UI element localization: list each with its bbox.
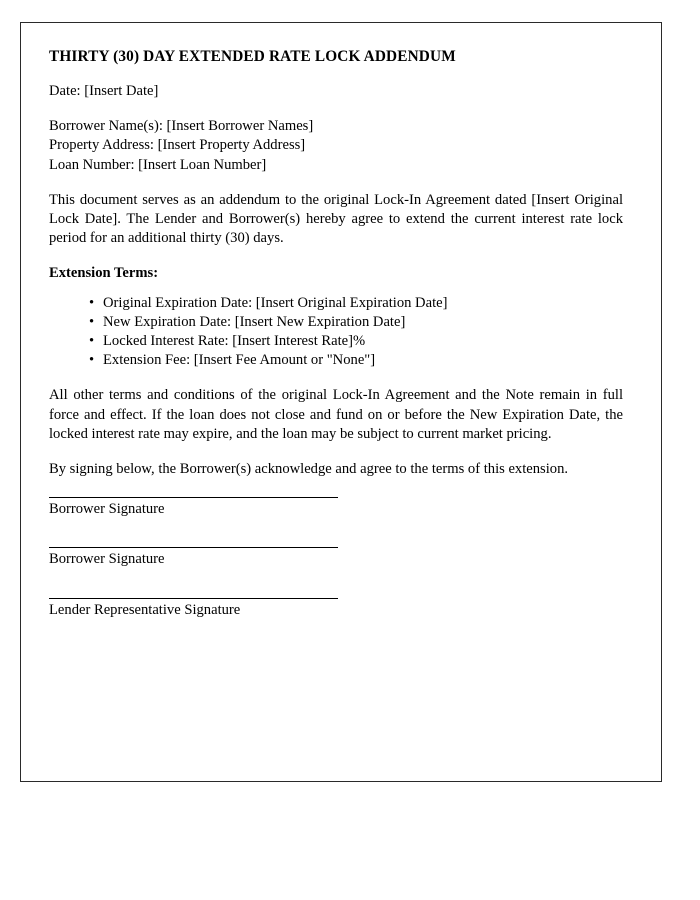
acknowledgement-paragraph: By signing below, the Borrower(s) acknowledge and agree to the terms of this extension. (49, 461, 569, 478)
property-address-line: Property Address: [Insert Property Address] (49, 137, 306, 154)
list-item-label: Original Expiration Date: [Insert Original Expiration Date] (103, 294, 448, 311)
list-item-label: Locked Interest Rate: [Insert Interest Rate]% (103, 333, 366, 350)
bullet-icon: • (89, 313, 95, 330)
signature-line[interactable] (49, 547, 338, 548)
signature-label: Lender Representative Signature (49, 601, 241, 618)
signature-label: Borrower Signature (49, 551, 165, 568)
list-item (89, 332, 623, 351)
signature-line[interactable] (49, 497, 338, 498)
party-info-block (49, 117, 623, 175)
extension-terms-list (49, 294, 623, 371)
borrower-names-line: Borrower Name(s): [Insert Borrower Names] (49, 118, 314, 135)
signature-block-lender (49, 598, 623, 620)
list-item (89, 294, 623, 313)
bullet-icon: • (89, 352, 95, 369)
list-item-label: Extension Fee: [Insert Fee Amount or "None"] (103, 352, 376, 369)
list-item (89, 313, 623, 332)
list-item (89, 351, 623, 370)
signature-block-borrower-1 (49, 497, 623, 519)
list-item-label: New Expiration Date: [Insert New Expiration Date] (103, 313, 406, 330)
document-body (49, 47, 623, 620)
signature-spacer (49, 519, 623, 533)
loan-number-line: Loan Number: [Insert Loan Number] (49, 156, 267, 173)
signature-line[interactable] (49, 598, 338, 599)
bullet-icon: • (89, 294, 95, 311)
document-page-frame (20, 22, 662, 782)
terms-heading: Extension Terms: (49, 265, 159, 282)
page-title: THIRTY (30) DAY EXTENDED RATE LOCK ADDENDUM (49, 48, 456, 65)
signature-label: Borrower Signature (49, 501, 165, 518)
bullet-icon: • (89, 333, 95, 350)
signature-spacer (49, 570, 623, 584)
signature-block-borrower-2 (49, 547, 623, 569)
conditions-paragraph: All other terms and conditions of the original Lock-In Agreement and the Note remain in full force and effect. If the loan does not close and fund on or before the New Expiration Date, the locked interest rate may expire, and the loan may be subject to current market pricing. (49, 387, 623, 442)
intro-paragraph: This document serves as an addendum to the original Lock-In Agreement dated [Insert Original Lock Date]. The Lender and Borrower(s) hereby agree to extend the current interest rate lock period for an additional thirty (30) days. (49, 191, 623, 247)
date-line: Date: [Insert Date] (49, 83, 159, 99)
